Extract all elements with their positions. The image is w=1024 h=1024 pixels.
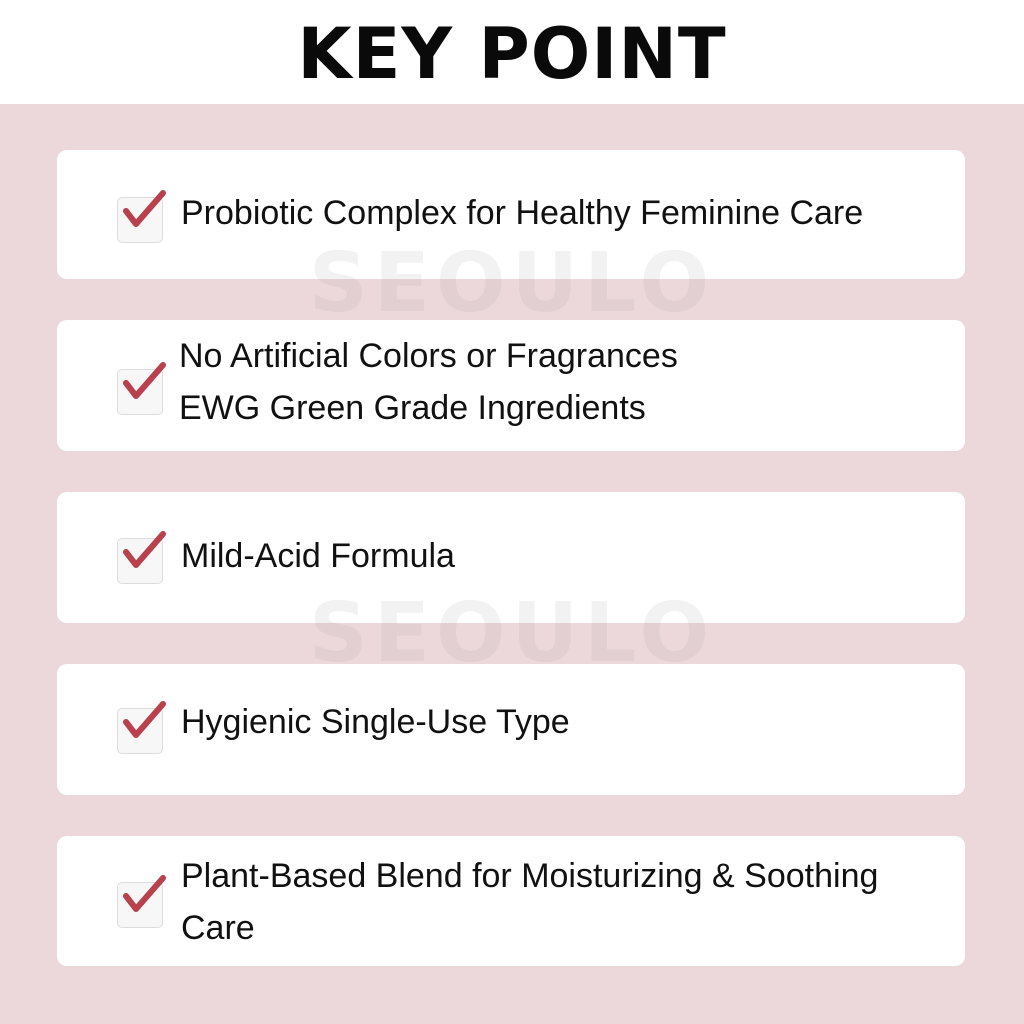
checkbox-checked-icon [117,187,163,233]
key-point-text [181,696,570,748]
watermark-text: SEOULO [308,236,716,331]
checkbox-checked-icon [117,698,163,744]
key-point-line: No Artificial Colors or Fragrances [179,337,678,375]
key-point-card-1 [57,150,965,279]
key-point-text [179,330,678,434]
key-point-card-3 [57,492,965,623]
key-point-line: Care [181,909,255,947]
key-point-text [181,187,863,239]
checkbox-checked-icon [117,872,163,918]
key-point-card-4 [57,664,965,795]
key-point-text [181,850,878,954]
checkbox-checked-icon [117,528,163,574]
key-point-line: Probiotic Complex for Healthy Feminine Care [181,194,864,232]
watermark-text: SEOULO [308,586,716,681]
key-point-line: Hygienic Single-Use Type [181,703,570,741]
checkbox-checked-icon [117,359,163,405]
page-title: KEY POINT [297,13,727,95]
key-point-card-2 [57,320,965,451]
key-point-line: Plant-Based Blend for Moisturizing & Soothing [181,857,879,895]
header [0,0,1024,104]
key-point-line: EWG Green Grade Ingredients [179,389,646,427]
key-points-panel [0,104,1024,1024]
key-point-card-5 [57,836,965,966]
key-point-line: Mild-Acid Formula [181,537,455,575]
key-point-text [181,530,455,582]
